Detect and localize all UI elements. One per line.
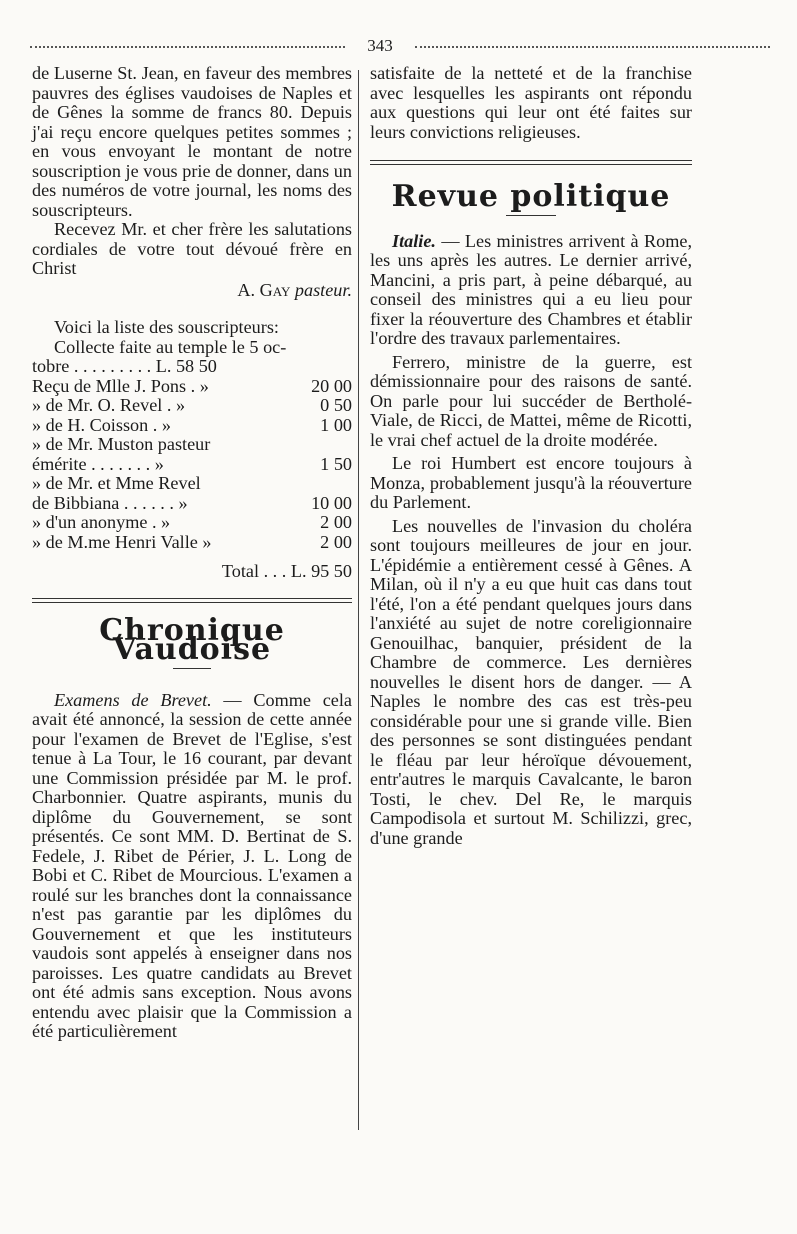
list-item: » de H. Coisson . » 1 00 [32, 414, 352, 435]
list-item: émérite . . . . . . . » 1 50 [32, 453, 352, 474]
collecte-line: Collecte faite au temple le 5 oc- [54, 336, 287, 357]
letter-signature [32, 281, 352, 301]
article-lead: Examens de Brevet. [54, 689, 212, 710]
paragraph-lead: Italie. [392, 230, 436, 251]
article-brevet [32, 691, 352, 1042]
paragraph-ferrero: Ferrero, ministre de la guerre, est démissionnaire pour des raisons de santé. On parle pour lui succéder de Bertholé-Viale, de Ricci, de Mattei, même de Ricotti, le vrai chef actuel de la droite modérée. [370, 351, 692, 450]
letter-salutation: Recevez Mr. et cher frère les salutations cordiales de votre tout dévoué frère en Christ [32, 219, 352, 278]
header-rule-left [30, 46, 345, 48]
right-column [370, 64, 692, 848]
subscriber-list [32, 377, 352, 553]
list-item: » de Mr. et Mme Revel [32, 474, 201, 493]
page-number: 343 [367, 36, 393, 55]
collecte-line-2: tobre . . . . . . . . . L. 58 50 [32, 356, 217, 376]
section-divider-right [370, 160, 692, 165]
list-item: » de Mr. O. Revel . » 0 50 [32, 395, 352, 415]
continuation-text: satisfaite de la netteté et de la franchise avec lesquelles les aspirants ont répondu aux questions qui leur ont été faites sur leurs convictions religieuses. [370, 63, 692, 142]
list-item: » d'un anonyme . » 2 00 [32, 512, 352, 532]
list-item: » de M.me Henri Valle » 2 00 [32, 531, 352, 552]
letter-text: de Luserne St. Jean, en faveur des membres pauvres des églises vaudoises de Naples et de Gênes la somme de francs 80. Depuis j'ai reçu encore quelques petites sommes ; en vous envoyant le montant de notre souscription je vous prie de donner, dans un des numéros de votre journal, les noms des souscripteurs. [32, 63, 352, 220]
section-title-chronique: Chronique Vaudoise [99, 612, 285, 667]
section-title-revue: Revue politique [391, 179, 671, 214]
list-item: Reçu de Mlle J. Pons . » 20 00 [32, 375, 352, 396]
paragraph-body: — Les ministres arrivent à Rome, les uns après les autres. Le dernier arrivé, Mancini, a pris part, à peine débarqué, au conseil des ministres qui a eu lieu pour fixer la réouverture des Chambres et établir l'ordre des travaux parlementaires. [370, 230, 692, 348]
subscriber-list-intro: Voici la liste des souscripteurs: [54, 317, 279, 337]
title-underline [173, 668, 211, 669]
paragraph-cholera: Les nouvelles de l'invasion du choléra sont toujours meilleures de jour en jour. L'épidémie a entièrement cessé à Gênes. A Milan, où il n'y a eu que huit cas dans tout l'été, l'on a été pendant quelques jours dans l'anxiété au sujet de notre coreligionnaire Genouilhac, banquier, président de la Chambre de commerce. Les dernières nouvelles le disent hors de danger. — A Naples le nombre des cas est très-peu considérable pour une si grande ville. Bien des personnes se sont distinguées pendant le fléau par leur héroïque dévouement, entr'autres le marquis Cavalcante, le baron Tosti, le chev. Del Re, le marquis Campodisola et surtout M. Schilizzi, grec, d'une grande [370, 515, 692, 848]
column-divider [358, 70, 359, 1130]
section-divider [32, 598, 352, 603]
list-item: de Bibbiana . . . . . . » 10 00 [32, 492, 352, 513]
left-column [32, 64, 352, 1042]
signature-name: A. Gay [237, 279, 291, 300]
paragraph-humbert: Le roi Humbert est encore toujours à Monza, probablement jusqu'à la réouverture du Parlement. [370, 453, 692, 512]
article-body: — Comme cela avait été annoncé, la session de cette année pour l'examen de Brevet de l'Eglise, s'est tenue à La Tour, le 16 courant, par devant une Commission présidée par M. le prof. Charbonnier. Quatre aspirants, munis du diplôme du Gouvernement, se sont présentés. Ce sont MM. D. Bertinat de S. Fedele, J. Ribet de Périer, J. L. Long de Bobi et C. Ribet de Mourcious. L'examen a roulé sur les branches dont la connaissance n'est pas garantie par les diplômes du Gouvernement et que les instituteurs vaudois sont appelés à enseigner dans nos paroisses. Les quatre candidats au Brevet ont été admis sans exception. Nous avons entendu avec plaisir que la Commission a été particulièrement [32, 689, 352, 1041]
paragraph-italie [370, 232, 692, 349]
subscription-total: Total . . . L. 95 50 [221, 561, 352, 581]
list-item: » de Mr. Muston pasteur [32, 435, 211, 454]
header-rule-right [415, 46, 770, 48]
page-header [30, 36, 770, 56]
title-underline-right [506, 215, 556, 216]
signature-title: pasteur. [294, 279, 352, 300]
